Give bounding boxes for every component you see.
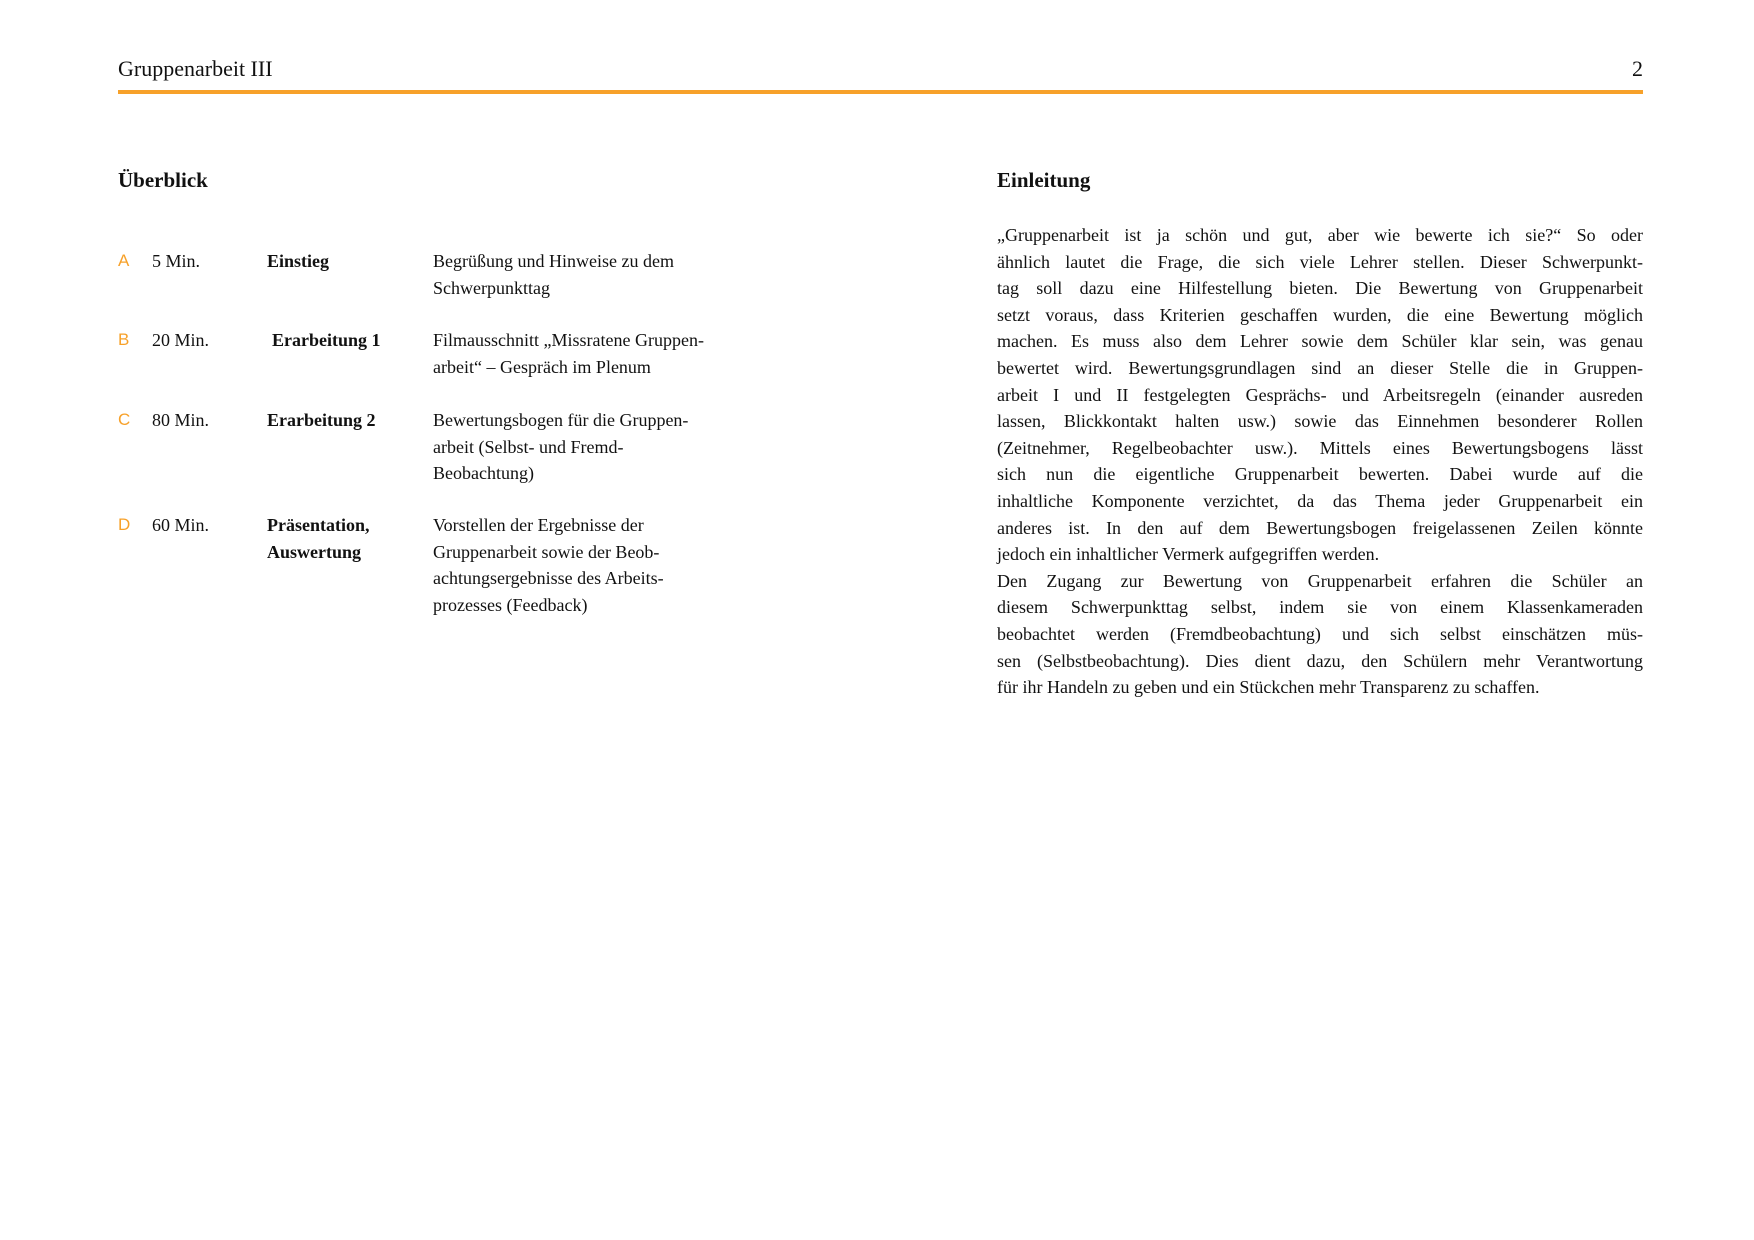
text-line: anderes ist. In den auf dem Bewertungsbogen freigelassenen Zeilen könnte xyxy=(997,517,1643,538)
text-line: diesem Schwerpunkttag selbst, indem sie von einem Klassenkameraden xyxy=(997,597,1643,618)
phase-description: Vorstellen der Ergebnisse der xyxy=(433,515,644,535)
introduction-text xyxy=(997,222,1643,701)
introduction-heading: Einleitung xyxy=(997,168,1091,192)
phase-title: Erarbeitung 1 xyxy=(272,330,381,350)
text-line: bewertet wird. Bewertungsgrundlagen sind an dieser Stelle die in Gruppen- xyxy=(997,357,1643,378)
phase-description: Beobachtung) xyxy=(433,463,534,484)
phase-duration: 5 Min. xyxy=(152,251,201,271)
text-line: machen. Es muss also dem Lehrer sowie dem Schüler klar sein, was genau xyxy=(997,331,1643,352)
phase-description: arbeit“ – Gespräch im Plenum xyxy=(433,356,651,377)
phase-description: Filmausschnitt „Missratene Gruppen- xyxy=(433,330,704,350)
text-line: setzt voraus, dass Kriterien geschaffen wurden, die eine Bewertung möglich xyxy=(997,304,1643,325)
text-line: beobachtet werden (Fremdbeobachtung) und sich selbst einschätzen müs- xyxy=(997,623,1643,644)
text-line: tag soll dazu eine Hilfestellung bieten. Die Bewertung von Gruppenarbeit xyxy=(997,278,1643,299)
document-title: Gruppenarbeit III xyxy=(118,56,273,81)
phase-description: achtungsergebnisse des Arbeits- xyxy=(433,568,664,589)
text-line: lassen, Blickkontakt halten usw.) sowie das Einnehmen besonderer Rollen xyxy=(997,411,1643,432)
text-line: inhaltliche Komponente verzichtet, da das Thema jeder Gruppenarbeit ein xyxy=(997,490,1643,511)
phase-title: Erarbeitung 2 xyxy=(267,410,376,430)
phase-letter: C xyxy=(118,410,131,429)
phase-letter: B xyxy=(118,330,130,349)
phase-letter: D xyxy=(118,515,131,534)
phase-duration: 60 Min. xyxy=(152,515,210,535)
text-line: sich nun die eigentliche Gruppenarbeit bewerten. Dabei wurde auf die xyxy=(997,464,1643,485)
text-line: Den Zugang zur Bewertung von Gruppenarbeit erfahren die Schüler an xyxy=(997,570,1643,591)
header-divider xyxy=(118,90,1643,94)
overview-heading: Überblick xyxy=(118,168,208,192)
phase-title: Auswertung xyxy=(267,541,362,562)
text-line: ähnlich lautet die Frage, die sich viele Lehrer stellen. Dieser Schwerpunkt- xyxy=(997,251,1643,272)
phase-description: Schwerpunkttag xyxy=(433,277,550,298)
phase-title: Einstieg xyxy=(267,251,330,271)
phase-description: arbeit (Selbst- und Fremd- xyxy=(433,436,624,457)
phase-title: Präsentation, xyxy=(267,515,370,535)
text-line: arbeit I und II festgelegten Gesprächs- und Arbeitsregeln (einander ausreden xyxy=(997,384,1643,405)
phase-description: Bewertungsbogen für die Gruppen- xyxy=(433,410,689,430)
phase-description: prozesses (Feedback) xyxy=(433,594,588,615)
text-line: (Zeitnehmer, Regelbeobachter usw.). Mittels eines Bewertungsbogens lässt xyxy=(997,437,1643,458)
phase-description: Gruppenarbeit sowie der Beob- xyxy=(433,541,660,562)
phase-duration: 20 Min. xyxy=(152,330,210,350)
text-line: sen (Selbstbeobachtung). Dies dient dazu, den Schülern mehr Verantwortung xyxy=(997,650,1643,671)
phase-description: Begrüßung und Hinweise zu dem xyxy=(433,251,674,271)
page-number: 2 xyxy=(1632,56,1643,81)
phase-duration: 80 Min. xyxy=(152,410,210,430)
text-line: für ihr Handeln zu geben und ein Stückchen mehr Transparenz zu schaffen. xyxy=(997,677,1540,698)
text-line: „Gruppenarbeit ist ja schön und gut, aber wie bewerte ich sie?“ So oder xyxy=(997,225,1643,245)
text-line: jedoch ein inhaltlicher Vermerk aufgegriffen werden. xyxy=(997,544,1380,565)
phase-letter: A xyxy=(118,251,130,270)
